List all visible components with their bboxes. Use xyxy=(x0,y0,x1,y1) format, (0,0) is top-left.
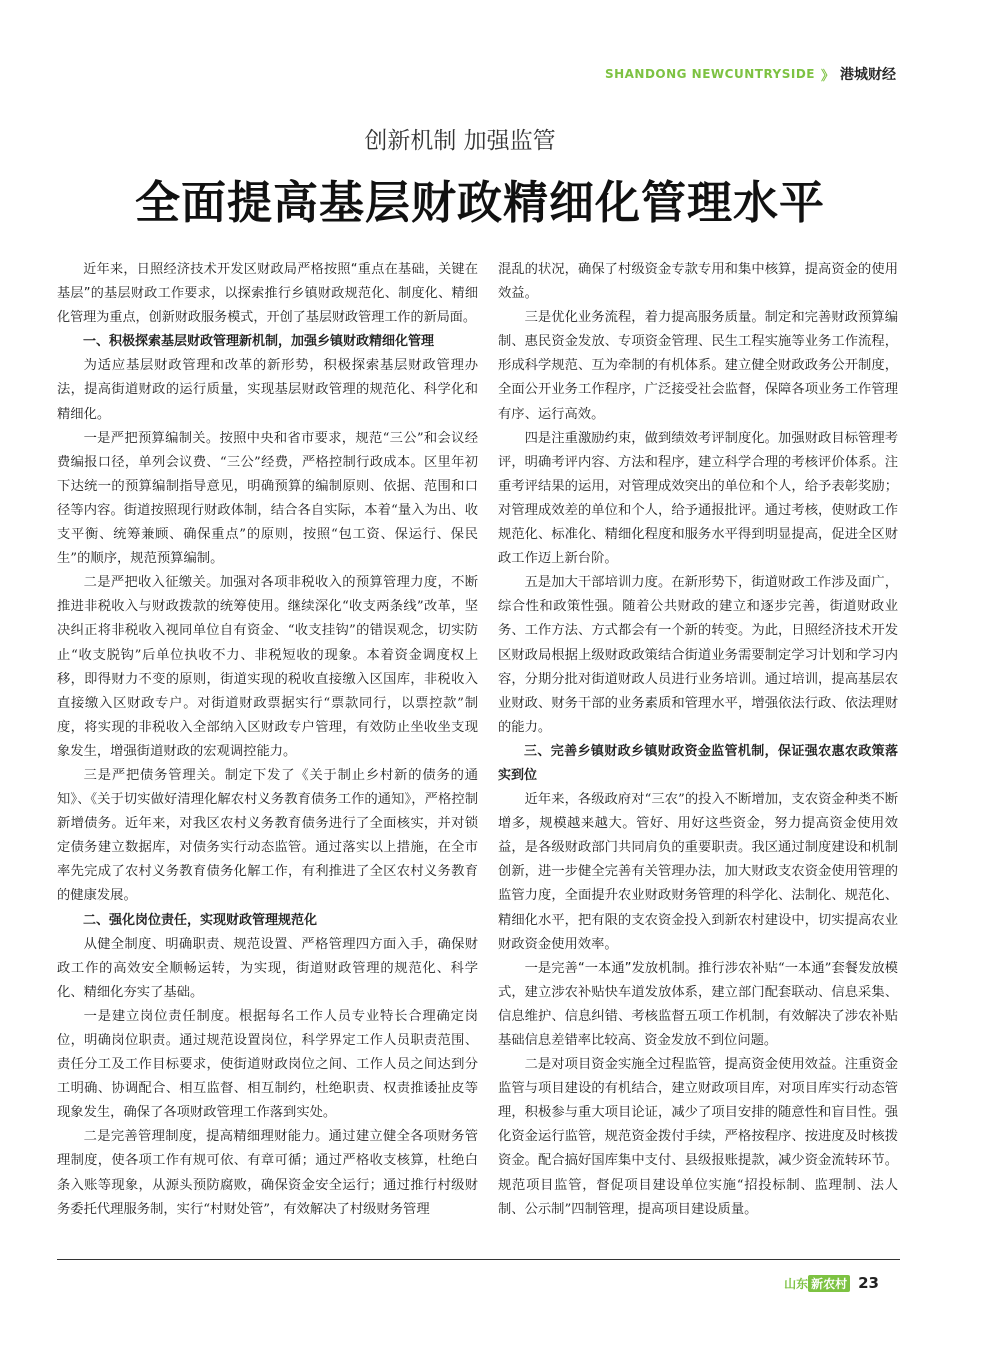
body-paragraph xyxy=(57,764,478,909)
paragraph-text: 加强对各项非税收入的预算管理力度，不断推进非税收入与财政拨款的统筹使用。继续深化“收支两条线”改革，坚决纠正将非税收入视同单位自有资金、“收支挂钩”的错误观念，切实防止“收支脱钩”后单位执收不力、非税短收的现象。本着资金调度权上移，即得财力不变的原则，街道实现的税收直接缴入区国库，非税收入直接缴入区财政专户。对街道财政票据实行“票款同行，以票控款”制度，将实现的非税收入全部纳入区财政专户管理，有效防止坐收坐支现象发生，增强街道财政的宏观调控能力。 xyxy=(57,575,479,759)
body-paragraph xyxy=(57,354,478,426)
body-paragraph xyxy=(57,427,478,572)
intro-paragraph: 近年来，日照经济技术开发区财政局严格按照“重点在基础，关键在基层”的基层财政工作要求，以探索推行乡镇财政规范化、制度化、精细化管理为重点，创新财政服务模式，开创了基层财政管理工作的新局面。 xyxy=(57,262,478,326)
paragraph-lead: 二是完善管理制度，提高精细理财能力。 xyxy=(83,1129,329,1145)
paragraph-lead: 四是注重激励约束，做到绩效考评制度化。 xyxy=(524,430,779,446)
footer-divider xyxy=(57,1259,900,1260)
body-paragraph xyxy=(57,1125,478,1221)
section-heading: 一、积极探索基层财政管理新机制，加强乡镇财政精细化管理 xyxy=(83,334,435,350)
magazine-logo xyxy=(784,1275,850,1292)
paragraph-lead: 一是完善“一本通”发放机制。 xyxy=(524,960,699,976)
page-number: 23 xyxy=(858,1274,879,1292)
section-header-cn: 港城财经 xyxy=(840,67,896,83)
section-header xyxy=(605,64,896,84)
logo-text-a: 山东 xyxy=(784,1276,809,1291)
paragraph-lead: 三是严把债务管理关。 xyxy=(83,767,225,783)
logo-text-b: 新农村 xyxy=(808,1275,850,1292)
paragraph-lead: 二是对项目资金实施全过程监管，提高资金使用效益。 xyxy=(524,1057,845,1073)
body-paragraph xyxy=(498,258,898,306)
paragraph-text: 制定和完善财政预算编制、惠民资金发放、专项资金管理、民生工程实施等业务工作流程，形成科学规范、互为牵制的有机体系。建立健全财政政务公开制度，全面公开业务工作程序，广泛接受社会监督，保障各项业务工作管理有序、运行高效。 xyxy=(498,310,899,422)
paragraph-lead: 三是优化业务流程，着力提高服务质量。 xyxy=(524,310,765,326)
page-footer xyxy=(784,1274,879,1292)
paragraph-text: 从健全制度、明确职责、规范设置、严格管理四方面入手，确保财政工作的高效安全顺畅运转，为实现，街道财政管理的规范化、科学化、精细化夯实了基础。 xyxy=(57,936,478,1000)
body-paragraph xyxy=(498,571,898,740)
paragraph-text: 根据每名工作人员专业特长合理确定岗位，明确岗位职责。通过规范设置岗位，科学界定工作人员职责范围、责任分工及工作目标要求，使街道财政岗位之间、工作人员之间达到分工明确、协调配合、相互监督、相互制约，杜绝职责、权责推诿扯皮等现象发生，确保了各项财政管理工作落到实处。 xyxy=(57,1008,479,1121)
paragraph-lead: 一是建立岗位责任制度。 xyxy=(83,1008,239,1024)
paragraph-text: 混乱的状况，确保了村级资金专款专用和集中核算，提高资金的使用效益。 xyxy=(498,262,898,302)
paragraph-text: 推行涉农补贴“一本通”套餐发放模式，建立涉农补贴快车道发放体系，建立部门配套联动、信息采集、信息维护、信息纠错、考核监督五项工作机制，有效解决了涉农补贴基础信息差错率比较高、资金发放不到位问题。 xyxy=(498,960,898,1048)
section-separator: 》 xyxy=(820,68,834,84)
section-header-en: SHANDONG NEWCUNTRYSIDE xyxy=(604,67,815,81)
right-text-column xyxy=(498,258,898,1222)
body-paragraph xyxy=(498,957,898,1053)
body-paragraph xyxy=(57,571,478,764)
paragraph-text: 按照中央和省市要求，规范“三公”和会议经费编报口径，单列会议费、“三公”经费，严格控制行政成本。区里年初下达统一的预算编制指导意见，明确预算的编制原则、依据、范围和口径等内容。街道按照现行财政体制，结合各自实际，本着“量入为出、收支平衡、统筹兼顾、确保重点”的原则，按照“包工资、保运行、保民生”的顺序，规范预算编制。 xyxy=(57,430,478,567)
paragraph-text: 加强财政目标管理考评，明确考评内容、方法和程序，建立科学合理的考核评价体系。注重考评结果的运用，对管理成效突出的单位和个人，给予表彰奖励；对管理成效差的单位和个人，给予通报批评。通过考核，使财政工作规范化、标准化、精细化程度和服务水平得到明显提高，促进全区财政工作迈上新台阶。 xyxy=(498,430,899,567)
paragraph-text: 制定下发了《关于制止乡村新的债务的通知》、《关于切实做好清理化解农村义务教育债务工作的通知》，严格控制新增债务。近年来，对我区农村义务教育债务进行了全面核实，并对锁定债务建立数据库，对债务实行动态监管。通过落实以上措施，在全市率先完成了农村义务教育债务化解工作，有利推进了全区农村义务教育的健康发展。 xyxy=(57,767,479,904)
article-subtitle: 创新机制 加强监管 xyxy=(364,128,556,154)
section-heading: 三、完善乡镇财政乡镇财政资金监管机制，保证强农惠农政策落实到位 xyxy=(498,743,898,783)
paragraph-lead: 二是严把收入征缴关。 xyxy=(83,575,220,591)
paragraph-lead: 五是加大干部培训力度。 xyxy=(524,575,672,591)
body-paragraph xyxy=(498,427,898,572)
paragraph-text: 注重资金监管与项目建设的有机结合，建立财政项目库，对项目库实行动态管理，积极参与重大项目论证，减少了项目安排的随意性和盲目性。强化资金运行监管，规范资金拨付手续，严格按程序、按进度及时核拨资金。配合搞好国库集中支付、县级报账提款，减少资金流转环节。规范项目监管，督促项目建设单位实施“招投标制、监理制、法人制、公示制”四制管理，提高项目建设质量。 xyxy=(498,1057,899,1217)
article-title: 全面提高基层财政精细化管理水平 xyxy=(134,176,825,229)
section-heading: 二、强化岗位责任，实现财政管理规范化 xyxy=(83,912,318,928)
paragraph-text: 为适应基层财政管理和改革的新形势，积极探索基层财政管理办法，提高街道财政的运行质量，实现基层财政管理的规范化、科学化和精细化。 xyxy=(57,358,478,422)
body-paragraph xyxy=(57,1005,478,1125)
paragraph-text: 在新形势下，街道财政工作涉及面广，综合性和政策性强。随着公共财政的建立和逐步完善，街道财政业务、工作方法、方式都会有一个新的转变。为此，日照经济技术开发区财政局根据上级财政政策结合街道业务需要制定学习计划和学习内容，分期分批对街道财政人员进行业务培训。通过培训，提高基层农业财政、财务干部的业务素质和管理水平，增强依法行政、依法理财的能力。 xyxy=(498,575,899,735)
body-paragraph xyxy=(57,933,478,1005)
paragraph-text: 通过建立健全各项财务管理制度，使各项工作有规可依、有章可循；通过严格收支核算，杜绝白条入账等现象，从源头预防腐败，确保资金安全运行；通过推行村级财务委托代理服务制，实行“村财处管”，有效解决了村级财务管理 xyxy=(57,1129,479,1217)
paragraph-text: 近年来，各级政府对“三农”的投入不断增加，支农资金种类不断增多，规模越来越大。管好、用好这些资金，努力提高资金使用效益，是各级财政部门共同肩负的重要职责。我区通过制度建设和机制创新，进一步健全完善有关管理办法，加大财政支农资金使用管理的监管力度，全面提升农业财政财务管理的科学化、法制化、规范化、精细化水平，把有限的支农资金投入到新农村建设中，切实提高农业财政资金使用效率。 xyxy=(498,792,898,952)
body-paragraph xyxy=(498,306,898,426)
left-text-column xyxy=(57,258,478,1222)
paragraph-lead: 一是严把预算编制关。 xyxy=(83,430,220,446)
body-paragraph xyxy=(498,1053,898,1222)
body-paragraph xyxy=(498,788,898,957)
